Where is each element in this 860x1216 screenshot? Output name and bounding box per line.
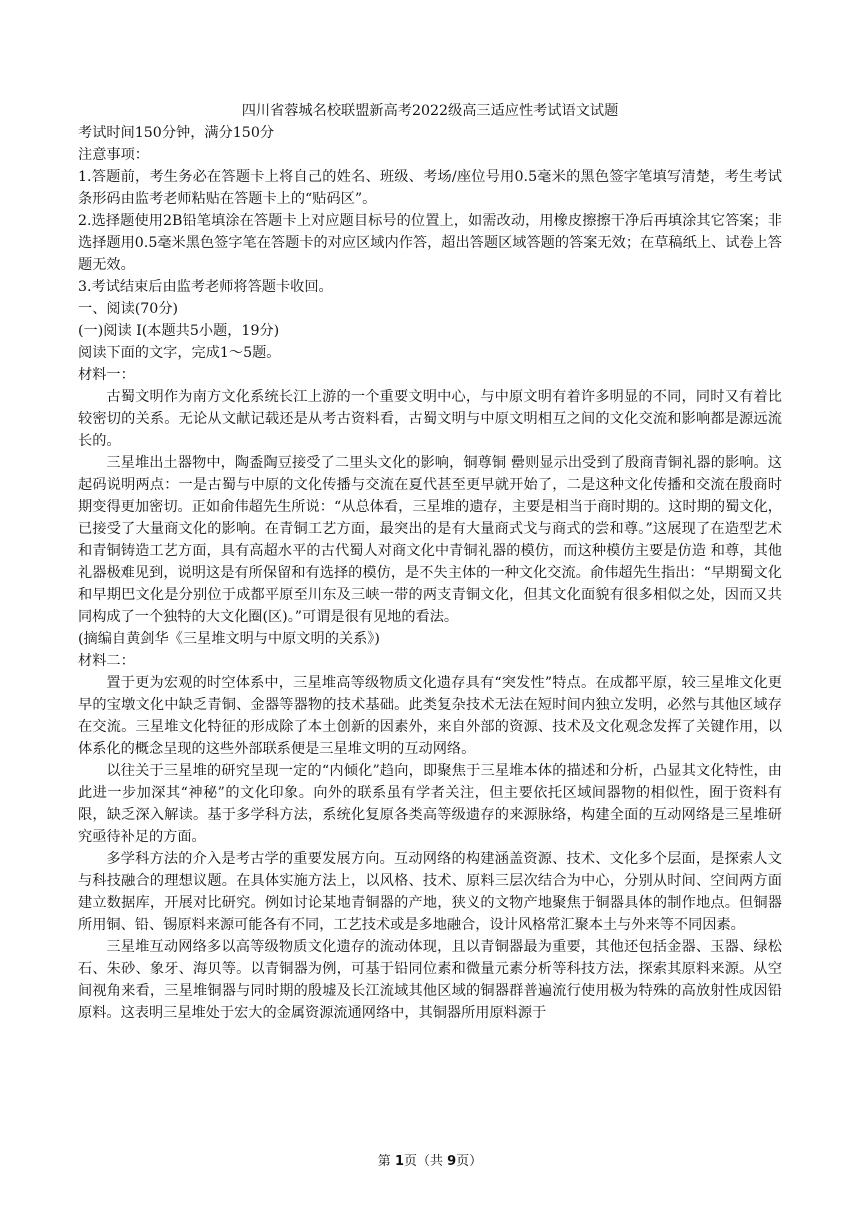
footer-prefix: 第 [377, 1154, 395, 1169]
total-page-number: 9 [447, 1154, 457, 1169]
current-page-number: 1 [394, 1154, 404, 1169]
material-1-source: (摘编自黄剑华《三星堆文明与中原文明的关系》) [78, 631, 380, 647]
notice-item-1: 1.答题前，考生务必在答题卡上将自己的姓名、班级、考场/座位号用0.5毫米的黑色签字笔填写清楚，考生考试条形码由监考老师粘贴在答题卡上的“贴码区”。 [78, 169, 782, 207]
material-2-paragraph: 置于更为宏观的时空体系中，三星堆高等级物质文化遗存具有“突发性”特点。在成都平原，较三星堆文化更早的宝墩文化中缺乏青铜、金器等器物的技术基础。此类复杂技术无法在短时间内独立发明，必然与其他区域存在交流。三星堆文化特征的形成除了本土创新的因素外，来自外部的资源、技术及文化观念发挥了关键作用，以体系化的概念呈现的这些外部联系便是三星堆文明的互动网络。 [78, 675, 782, 757]
page-footer [0, 1153, 860, 1171]
exam-info: 考试时间150分钟，满分150分 [78, 125, 275, 141]
material-2-label: 材料二： [78, 653, 135, 669]
sub-section-heading: (一)阅读 I(本题共5小题，19分) [78, 323, 280, 339]
material-2-paragraph: 多学科方法的介入是考古学的重要发展方向。互动网络的构建涵盖资源、技术、文化多个层面，是探索人文与科技融合的理想议题。在具体实施方法上，以风格、技术、原料三层次结合为中心，分别从时间、空间两方面建立数据库，开展对比研究。例如讨论某地青铜器的产地，狭义的文物产地聚焦于铜器具体的制作地点。但铜器所用铜、铅、锡原料来源可能各有不同，工艺技术或是多地融合，设计风格常汇聚本土与外来等不同因素。 [78, 851, 782, 933]
reading-instruction: 阅读下面的文字，完成1～5题。 [78, 345, 281, 361]
material-2-paragraph: 以往关于三星堆的研究呈现一定的“内倾化”趋向，即聚焦于三星堆本体的描述和分析，凸显其文化特性，由此进一步加深其“神秘”的文化印象。向外的联系虽有学者关注，但主要依托区域间器物的相似性，囿于资料有限，缺乏深入解读。基于多学科方法，系统化复原各类高等级遗存的来源脉络，构建全面的互动网络是三星堆研究亟待补足的方面。 [78, 763, 782, 845]
material-1-paragraph: 古蜀文明作为南方文化系统长江上游的一个重要文明中心，与中原文明有着许多明显的不同，同时又有着比较密切的关系。无论从文献记载还是从考古资料看，古蜀文明与中原文明相互之间的文化交流和影响都是源远流长的。 [78, 389, 782, 449]
notice-item-2: 2.选择题使用2B铅笔填涂在答题卡上对应题目标号的位置上，如需改动，用橡皮擦擦干净后再填涂其它答案；非选择题用0.5毫米黑色签字笔在答题卡的对应区域内作答，超出答题区域答题的答案无效；在草稿纸上、试卷上答题无效。 [78, 213, 782, 273]
material-1-paragraph: 三星堆出土器物中，陶盉陶豆接受了二里头文化的影响，铜尊铜 罍则显示出受到了殷商青铜礼器的影响。这起码说明两点：一是古蜀与中原的文化传播与交流在夏代甚至更早就开始了，二是这种文化传播和交流在殷商时期变得更加密切。正如俞伟超先生所说：“从总体看，三星堆的遗存，主要是相当于商时期的。这时期的蜀文化，已接受了大量商文化的影响。在青铜工艺方面，最突出的是有大量商式戈与商式的尝和尊。”这展现了在造型艺术和青铜铸造工艺方面，具有高超水平的古代蜀人对商文化中青铜礼器的模仿，而这种模仿主要是仿造 和尊，其他礼器极难见到，说明这是有所保留和有选择的模仿，是不失主体的一种文化交流。俞伟超先生指出：“早期蜀文化和早期巴文化是分别位于成都平原至川东及三峡一带的两支青铜文化，但其文化面貌有很多相似之处，因而又共同构成了一个独特的大文化圈(区)。”可谓是很有见地的看法。 [78, 455, 782, 625]
exam-page [78, 100, 782, 1024]
section-heading: 一、阅读(70分) [78, 301, 179, 317]
page-title: 四川省蓉城名校联盟新高考2022级高三适应性考试语文试题 [241, 103, 619, 119]
footer-middle: 页（共 [403, 1154, 448, 1169]
notice-item-3: 3.考试结束后由监考老师将答题卡收回。 [78, 279, 333, 295]
notice-heading: 注意事项： [78, 147, 149, 163]
material-2-paragraph: 三星堆互动网络多以高等级物质文化遗存的流动体现，且以青铜器最为重要，其他还包括金器、玉器、绿松石、朱砂、象牙、海贝等。以青铜器为例，可基于铅同位素和微量元素分析等科技方法，探索其原料来源。从空间视角来看，三星堆铜器与同时期的殷墟及长江流域其他区域的铜器群普遍流行使用极为特殊的高放射性成因铅原料。这表明三星堆处于宏大的金属资源流通网络中，其铜器所用原料源于 [78, 939, 782, 1021]
footer-suffix: 页） [456, 1154, 483, 1169]
material-1-label: 材料一： [78, 367, 135, 383]
